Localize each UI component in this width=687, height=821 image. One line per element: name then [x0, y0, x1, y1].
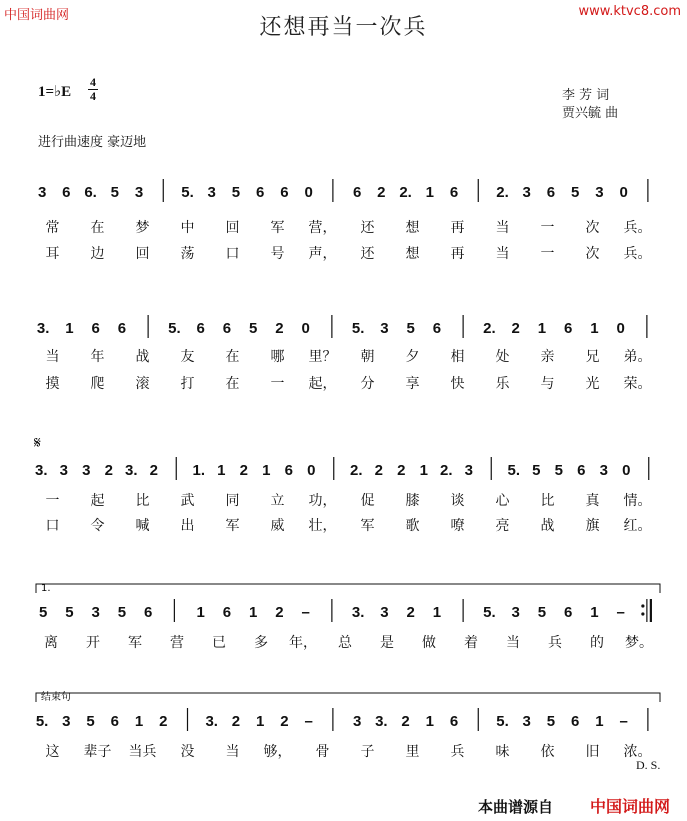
lyric-syllable: 已 — [212, 635, 226, 651]
song-title: 还想再当一次兵 — [259, 15, 428, 40]
note: 6 — [432, 320, 442, 337]
note: 6 — [222, 604, 232, 621]
lyric-syllable: 还 — [360, 220, 375, 236]
composer-credit: 贾兴毓 曲 — [562, 106, 619, 121]
note: 2 — [374, 462, 383, 479]
note: – — [304, 713, 313, 730]
note: 3 — [511, 604, 520, 621]
note: 2. — [399, 184, 412, 201]
lyric-syllable: 年， — [289, 635, 317, 651]
lyric-syllable: 战 — [540, 518, 555, 534]
lyric-syllable: 弟。 — [623, 349, 652, 365]
note: 1. — [192, 462, 206, 479]
lyric-syllable: 总 — [338, 635, 352, 651]
note: 6 — [352, 184, 362, 201]
lyric-syllable: 情。 — [623, 493, 652, 509]
site-url-right[interactable]: www.ktvc8.com — [578, 4, 681, 19]
lyric-syllable: 再 — [450, 246, 465, 262]
lyric-syllable: 够， — [263, 744, 292, 760]
lyric-syllable: 做 — [422, 635, 436, 651]
note: 2 — [149, 462, 158, 479]
lyric-syllable: 亲 — [540, 349, 555, 365]
lyric-syllable: 光 — [585, 376, 600, 392]
note: – — [616, 604, 625, 621]
lyric-syllable: 立 — [270, 493, 285, 509]
volta-bracket — [36, 693, 660, 702]
lyric-syllable: 兵 — [548, 635, 562, 651]
note: 3 — [37, 184, 47, 201]
lyric-syllable: 享 — [405, 376, 420, 392]
note: 1 — [425, 184, 434, 201]
lyric-syllable: 歌 — [405, 518, 420, 534]
note: 1 — [537, 320, 547, 337]
lyric-syllable: 起 — [90, 493, 105, 509]
note: 2 — [275, 604, 284, 621]
note: 2. — [439, 462, 453, 479]
lyric-syllable: 促 — [360, 493, 375, 509]
lyric-syllable: 梦。 — [625, 635, 653, 651]
note: 2. — [483, 320, 496, 337]
lyric-syllable: 摸 — [45, 376, 60, 392]
note: 3 — [522, 713, 531, 730]
note: 5. — [496, 713, 509, 730]
note: – — [301, 604, 310, 621]
lyric-syllable: 还 — [360, 246, 375, 262]
note: 5 — [110, 184, 119, 201]
note: 2 — [406, 604, 415, 621]
note: 6 — [110, 713, 119, 730]
note: 5 — [231, 184, 241, 201]
lyric-syllable: 相 — [450, 349, 465, 365]
lyric-syllable: 常 — [45, 220, 60, 236]
lyric-syllable: 着 — [464, 635, 478, 651]
lyric-syllable: 快 — [450, 376, 465, 392]
lyric-syllable: 回 — [135, 246, 150, 262]
note: 0 — [304, 184, 313, 201]
lyric-syllable: 分 — [360, 376, 375, 392]
lyric-syllable: 号 — [270, 246, 285, 262]
note: 6 — [117, 320, 127, 337]
lyric-syllable: 想 — [405, 220, 420, 236]
note: 3 — [522, 184, 531, 201]
lyric-syllable: 次 — [585, 220, 600, 236]
note: 3. — [351, 604, 365, 621]
lyric-syllable: 次 — [585, 246, 600, 262]
lyric-syllable: 里 — [405, 744, 420, 760]
footer-source-label: 本曲谱源自 — [478, 798, 554, 816]
note: 3 — [595, 184, 604, 201]
note: 6 — [256, 184, 265, 201]
note: 5 — [571, 184, 580, 201]
lyric-syllable: 梦 — [135, 220, 150, 236]
tempo-marking: 进行曲速度 豪迈地 — [38, 135, 147, 150]
lyric-syllable: 口 — [225, 246, 240, 262]
volta-label: 结束句 — [41, 692, 71, 703]
note: 5 — [117, 604, 127, 621]
lyric-syllable: 是 — [380, 635, 394, 651]
note: 1 — [256, 713, 265, 730]
lyric-syllable: 辈子 — [83, 744, 112, 760]
note: 3 — [352, 713, 362, 730]
note: 3 — [82, 462, 91, 479]
lyric-syllable: 营 — [170, 635, 184, 651]
lyric-syllable: 子 — [360, 744, 375, 760]
lyric-syllable: 多 — [254, 635, 268, 651]
note: 6 — [222, 320, 232, 337]
note: 2 — [511, 320, 520, 337]
note: 5. — [181, 184, 194, 201]
lyric-syllable: 在 — [90, 220, 105, 236]
lyric-syllable: 友 — [180, 349, 195, 365]
note: 3. — [124, 462, 138, 479]
lyric-syllable: 当 — [45, 349, 60, 365]
note: 2 — [104, 462, 113, 479]
lyric-syllable: 真 — [585, 493, 600, 509]
note: 6 — [563, 604, 573, 621]
note: 3 — [380, 320, 389, 337]
note: 5 — [65, 604, 74, 621]
lyric-syllable: 没 — [180, 744, 195, 760]
note: 3. — [36, 320, 50, 337]
lyric-syllable: 回 — [225, 220, 240, 236]
lyric-syllable: 兵 — [450, 744, 465, 760]
lyric-syllable: 耳 — [45, 246, 60, 262]
site-logo-left[interactable]: 中国词曲网 — [4, 8, 70, 23]
lyric-syllable: 比 — [135, 493, 150, 509]
note: 3. — [34, 462, 48, 479]
lyric-syllable: 开 — [86, 635, 100, 651]
lyric-syllable: 兄 — [585, 349, 600, 365]
note: 2. — [496, 184, 509, 201]
lyric-syllable: 口 — [45, 518, 60, 534]
note: 3 — [464, 462, 473, 479]
lyric-syllable: 军 — [225, 518, 240, 534]
note: 6 — [143, 604, 153, 621]
lyric-syllable: 嘹 — [450, 518, 465, 534]
note: 2 — [239, 462, 248, 479]
lyric-syllable: 同 — [225, 493, 240, 509]
lyric-syllable: 哪 — [270, 349, 285, 365]
lyric-syllable: 兵。 — [623, 246, 652, 262]
note: 0 — [616, 320, 625, 337]
note: 2 — [275, 320, 284, 337]
lyric-syllable: 膝 — [405, 493, 420, 509]
lyric-syllable: 出 — [180, 518, 195, 534]
lyric-syllable: 荣。 — [623, 376, 652, 392]
note: 6 — [196, 320, 205, 337]
note: 2 — [377, 184, 386, 201]
note: 2 — [397, 462, 406, 479]
note: 6 — [563, 320, 573, 337]
note: 6 — [571, 713, 580, 730]
lyric-syllable: 依 — [540, 744, 555, 760]
lyric-syllable: 红。 — [623, 518, 652, 534]
repeat-dot — [641, 604, 644, 607]
note: 5. — [507, 462, 521, 479]
note: 1 — [248, 604, 258, 621]
lyric-syllable: 朝 — [360, 349, 375, 365]
note: 3 — [59, 462, 68, 479]
note: 3 — [91, 604, 100, 621]
lyric-syllable: 当兵 — [128, 744, 157, 760]
lyric-syllable: 当 — [506, 635, 520, 651]
note: 1 — [590, 320, 599, 337]
footer-source-site[interactable]: 中国词曲网 — [590, 797, 671, 816]
lyric-syllable: 味 — [495, 744, 510, 760]
note: 1 — [590, 604, 599, 621]
note: 3. — [375, 713, 388, 730]
lyric-syllable: 浓。 — [623, 744, 652, 760]
key-signature: 1=♭E — [38, 84, 72, 100]
lyric-syllable: 声， — [308, 246, 337, 262]
note: 1 — [217, 462, 226, 479]
note: 5 — [38, 604, 48, 621]
note: 5 — [248, 320, 258, 337]
lyric-syllable: 想 — [405, 246, 420, 262]
lyric-syllable: 荡 — [180, 246, 195, 262]
note: 0 — [622, 462, 631, 479]
note: 0 — [307, 462, 316, 479]
lyric-syllable: 的 — [590, 635, 604, 651]
note: 1 — [432, 604, 442, 621]
note: 6 — [284, 462, 293, 479]
note: 5 — [546, 713, 556, 730]
note: 5 — [532, 462, 541, 479]
note: 5 — [406, 320, 415, 337]
lyric-syllable: 夕 — [405, 349, 420, 365]
segno-sign: 𝄋 — [34, 433, 41, 452]
lyric-syllable: 一 — [540, 220, 555, 236]
note: 6 — [449, 184, 459, 201]
lyric-syllable: 亮 — [495, 518, 510, 534]
lyric-syllable: 一 — [45, 493, 60, 509]
lyric-syllable: 当 — [495, 246, 510, 262]
note: 6 — [280, 184, 289, 201]
time-signature-top: 4 — [90, 75, 96, 89]
lyric-syllable: 里？ — [308, 349, 337, 365]
lyric-syllable: 与 — [540, 376, 555, 392]
lyric-syllable: 威 — [270, 518, 285, 534]
lyric-syllable: 谈 — [450, 493, 465, 509]
note: 3. — [205, 713, 218, 730]
lyric-syllable: 军 — [270, 220, 285, 236]
lyric-syllable: 令 — [90, 518, 105, 534]
note: 1 — [425, 713, 434, 730]
lyric-syllable: 军 — [360, 518, 375, 534]
lyric-syllable: 离 — [44, 635, 58, 651]
lyricist-credit: 李 芳 词 — [562, 88, 610, 103]
lyric-syllable: 滚 — [135, 376, 150, 392]
note: 5. — [483, 604, 496, 621]
lyric-syllable: 年 — [90, 349, 105, 365]
lyric-syllable: 边 — [90, 246, 105, 262]
note: 2. — [349, 462, 363, 479]
lyric-syllable: 壮， — [308, 518, 337, 534]
lyric-syllable: 打 — [180, 376, 195, 392]
repeat-dot — [641, 612, 644, 615]
note: 2 — [401, 713, 410, 730]
note: – — [619, 713, 628, 730]
lyric-syllable: 当 — [495, 220, 510, 236]
lyric-syllable: 中 — [180, 220, 195, 236]
lyric-syllable: 乐 — [495, 376, 510, 392]
note: 3 — [62, 713, 71, 730]
time-signature-bottom: 4 — [90, 89, 96, 103]
lyric-syllable: 战 — [135, 349, 150, 365]
lyric-syllable: 再 — [450, 220, 465, 236]
note: 1 — [65, 320, 74, 337]
note: 5 — [554, 462, 563, 479]
lyric-syllable: 一 — [540, 246, 555, 262]
note: 3 — [599, 462, 608, 479]
note: 6 — [546, 184, 556, 201]
lyric-syllable: 比 — [540, 493, 555, 509]
note: 6 — [62, 184, 71, 201]
note: 5. — [35, 713, 49, 730]
lyric-syllable: 喊 — [135, 518, 150, 534]
note: 6 — [577, 462, 586, 479]
note: 3 — [134, 184, 144, 201]
lyric-syllable: 在 — [225, 349, 240, 365]
note: 0 — [301, 320, 310, 337]
note: 3 — [207, 184, 216, 201]
lyric-syllable: 功， — [308, 493, 337, 509]
volta-bracket — [36, 584, 660, 593]
lyric-syllable: 旗 — [585, 518, 600, 534]
note: 1 — [134, 713, 144, 730]
note: 2 — [280, 713, 289, 730]
lyric-syllable: 这 — [45, 744, 60, 760]
note: 1 — [595, 713, 604, 730]
note: 5. — [351, 320, 365, 337]
note: 5 — [537, 604, 547, 621]
lyric-syllable: 当 — [225, 744, 240, 760]
lyric-syllable: 处 — [495, 349, 510, 365]
volta-label: 1. — [41, 583, 51, 594]
lyric-syllable: 旧 — [585, 744, 600, 760]
lyric-syllable: 营， — [308, 220, 337, 236]
lyric-syllable: 在 — [225, 376, 240, 392]
note: 0 — [619, 184, 628, 201]
lyric-syllable: 心 — [495, 493, 510, 509]
note: 6. — [84, 184, 97, 201]
lyric-syllable: 武 — [180, 493, 195, 509]
note: 3 — [380, 604, 389, 621]
note: 1 — [196, 604, 205, 621]
lyric-syllable: 爬 — [90, 376, 105, 392]
dal-segno-marking: D. S. — [636, 758, 661, 772]
note: 5 — [86, 713, 95, 730]
note: 1 — [419, 462, 428, 479]
note: 6 — [91, 320, 100, 337]
note: 2 — [159, 713, 168, 730]
note: 6 — [449, 713, 459, 730]
lyric-syllable: 一 — [270, 376, 285, 392]
note: 5. — [168, 320, 181, 337]
lyric-syllable: 骨 — [315, 744, 330, 760]
lyric-syllable: 军 — [128, 635, 142, 651]
note: 1 — [262, 462, 271, 479]
lyric-syllable: 起， — [308, 376, 337, 392]
note: 2 — [231, 713, 241, 730]
lyric-syllable: 兵。 — [623, 220, 652, 236]
